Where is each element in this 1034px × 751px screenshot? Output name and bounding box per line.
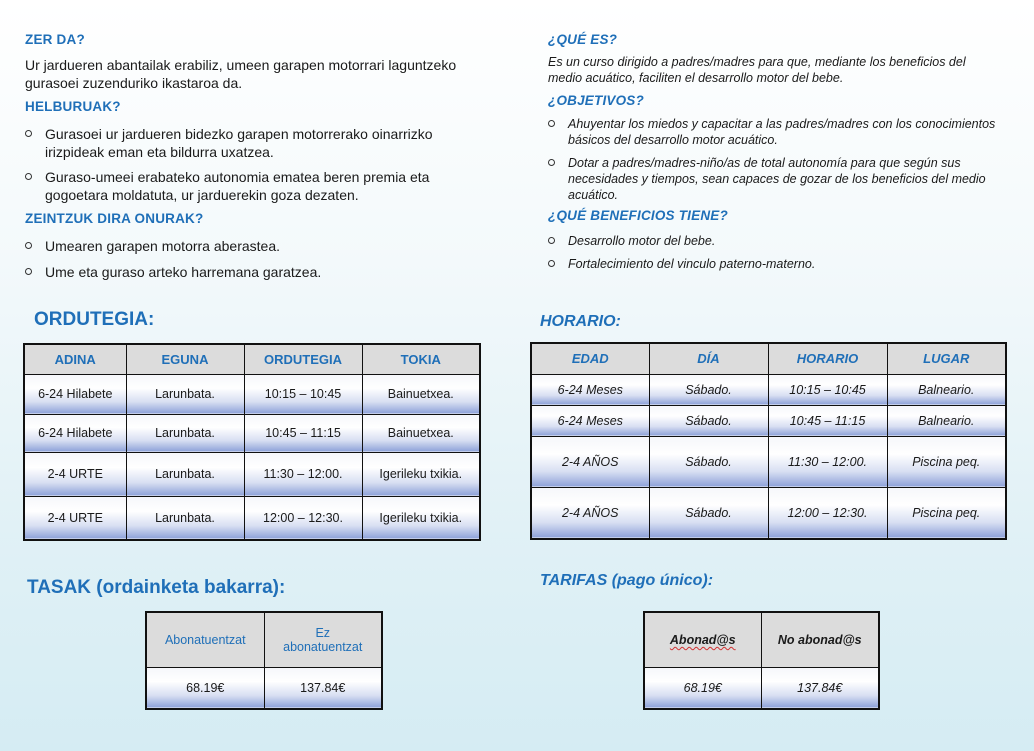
table-cell: 10:15 – 10:45	[768, 374, 887, 405]
column-header: Abonatuentzat	[146, 612, 264, 667]
bullet-icon	[25, 268, 32, 275]
table-header-row	[531, 343, 1006, 374]
table-cell: 2-4 URTE	[24, 452, 126, 496]
what-is-text: Ur jardueren abantailak erabiliz, umeen garapen motorrari laguntzeko gurasoei zuzenduriko ikastaroa da.	[25, 57, 457, 91]
table-cell: 6-24 Hilabete	[24, 374, 126, 414]
bullet-icon	[548, 159, 555, 166]
table-cell: 2-4 AÑOS	[531, 487, 649, 539]
column-header: EDAD	[531, 343, 649, 374]
column-header: No abonad@s	[761, 612, 879, 667]
bullet-icon	[548, 237, 555, 244]
benefit-item: Fortalecimiento del vinculo paterno-materno.	[548, 256, 1018, 272]
table-cell: Igerileku txikia.	[362, 496, 480, 540]
table-row	[531, 374, 1006, 405]
fee-value: 137.84€	[761, 667, 879, 709]
benefit-item: Umearen garapen motorra aberastea.	[25, 237, 485, 255]
table-cell: Larunbata.	[126, 452, 244, 496]
fees-title-es: TARIFAS (pago único):	[540, 572, 714, 589]
objectives-heading: HELBURUAK?	[25, 99, 121, 114]
table-cell: Sábado.	[649, 487, 768, 539]
table-cell: Balneario.	[887, 374, 1006, 405]
benefit-item: Desarrollo motor del bebe.	[548, 233, 1018, 249]
table-cell: Sábado.	[649, 436, 768, 487]
table-row	[531, 487, 1006, 539]
fee-value: 68.19€	[146, 667, 264, 709]
table-cell: Sábado.	[649, 374, 768, 405]
table-cell: Igerileku txikia.	[362, 452, 480, 496]
table-cell: Larunbata.	[126, 374, 244, 414]
table-row	[146, 667, 382, 709]
column-header: ADINA	[24, 344, 126, 374]
table-header-row	[24, 344, 480, 374]
benefits-heading: ¿QUÉ BENEFICIOS TIENE?	[548, 208, 728, 223]
table-row	[24, 414, 480, 452]
fees-table-es	[643, 611, 880, 710]
table-cell: 10:15 – 10:45	[244, 374, 362, 414]
schedule-table-es	[530, 342, 1007, 540]
schedule-title-es: HORARIO:	[540, 313, 621, 330]
table-cell: 2-4 URTE	[24, 496, 126, 540]
table-cell: Piscina peq.	[887, 436, 1006, 487]
table-cell: 6-24 Meses	[531, 374, 649, 405]
table-cell: 12:00 – 12:30.	[244, 496, 362, 540]
bullet-icon	[548, 260, 555, 267]
what-is-text: Es un curso dirigido a padres/madres para que, mediante los beneficios del medio acuático, faciliten el desarrollo motor del bebe.	[548, 55, 966, 85]
table-cell: 11:30 – 12:00.	[244, 452, 362, 496]
objective-item: Dotar a padres/madres-niño/as de total autonomía para que según sus necesidades y tiempos, sean capaces de gozar de los beneficios del medio acuático.	[548, 155, 1018, 203]
table-cell: 11:30 – 12:00.	[768, 436, 887, 487]
table-cell: 12:00 – 12:30.	[768, 487, 887, 539]
table-cell: Larunbata.	[126, 414, 244, 452]
table-cell: 6-24 Hilabete	[24, 414, 126, 452]
table-row	[531, 436, 1006, 487]
table-cell: 10:45 – 11:15	[768, 405, 887, 436]
table-header-row	[644, 612, 879, 667]
column-header: TOKIA	[362, 344, 480, 374]
table-row	[24, 452, 480, 496]
bullet-icon	[25, 173, 32, 180]
what-is-heading: ZER DA?	[25, 32, 85, 47]
fee-value: 137.84€	[264, 667, 382, 709]
table-cell: Bainuetxea.	[362, 414, 480, 452]
schedule-table-eu	[23, 343, 481, 541]
table-row	[531, 405, 1006, 436]
objectives-heading: ¿OBJETIVOS?	[548, 93, 644, 108]
column-header: Ez abonatuentzat	[264, 612, 382, 667]
objective-item: Guraso-umeei erabateko autonomia ematea beren premia eta gogoetara moldatuta, ur jarduerekin goza dezaten.	[25, 168, 485, 204]
schedule-title-eu: ORDUTEGIA:	[34, 309, 155, 330]
table-cell: Bainuetxea.	[362, 374, 480, 414]
bullet-icon	[25, 130, 32, 137]
table-cell: 10:45 – 11:15	[244, 414, 362, 452]
table-cell: Piscina peq.	[887, 487, 1006, 539]
column-header: HORARIO	[768, 343, 887, 374]
column-header: LUGAR	[887, 343, 1006, 374]
table-cell: Sábado.	[649, 405, 768, 436]
table-row	[24, 496, 480, 540]
column-header: ORDUTEGIA	[244, 344, 362, 374]
benefit-item: Ume eta guraso arteko harremana garatzea.	[25, 263, 485, 281]
fee-value: 68.19€	[644, 667, 761, 709]
benefits-heading: ZEINTZUK DIRA ONURAK?	[25, 211, 204, 226]
table-cell: 6-24 Meses	[531, 405, 649, 436]
objective-item: Ahuyentar los miedos y capacitar a las padres/madres con los conocimientos básicos del desarrollo motor acuático.	[548, 116, 1018, 148]
column-header: DÍA	[649, 343, 768, 374]
table-cell: 2-4 AÑOS	[531, 436, 649, 487]
column-header: EGUNA	[126, 344, 244, 374]
table-cell: Balneario.	[887, 405, 1006, 436]
bullet-icon	[25, 242, 32, 249]
fees-title-eu: TASAK (ordainketa bakarra):	[27, 577, 286, 598]
bullet-icon	[548, 120, 555, 127]
objective-item: Gurasoei ur jardueren bidezko garapen motorrerako oinarrizko irizpideak eman eta bildurra uxatzea.	[25, 125, 485, 161]
column-header: Abonad@s	[644, 612, 761, 667]
table-cell: Larunbata.	[126, 496, 244, 540]
fees-table-eu	[145, 611, 383, 710]
table-header-row	[146, 612, 382, 667]
table-row	[644, 667, 879, 709]
what-is-heading: ¿QUÉ ES?	[548, 32, 618, 47]
table-row	[24, 374, 480, 414]
